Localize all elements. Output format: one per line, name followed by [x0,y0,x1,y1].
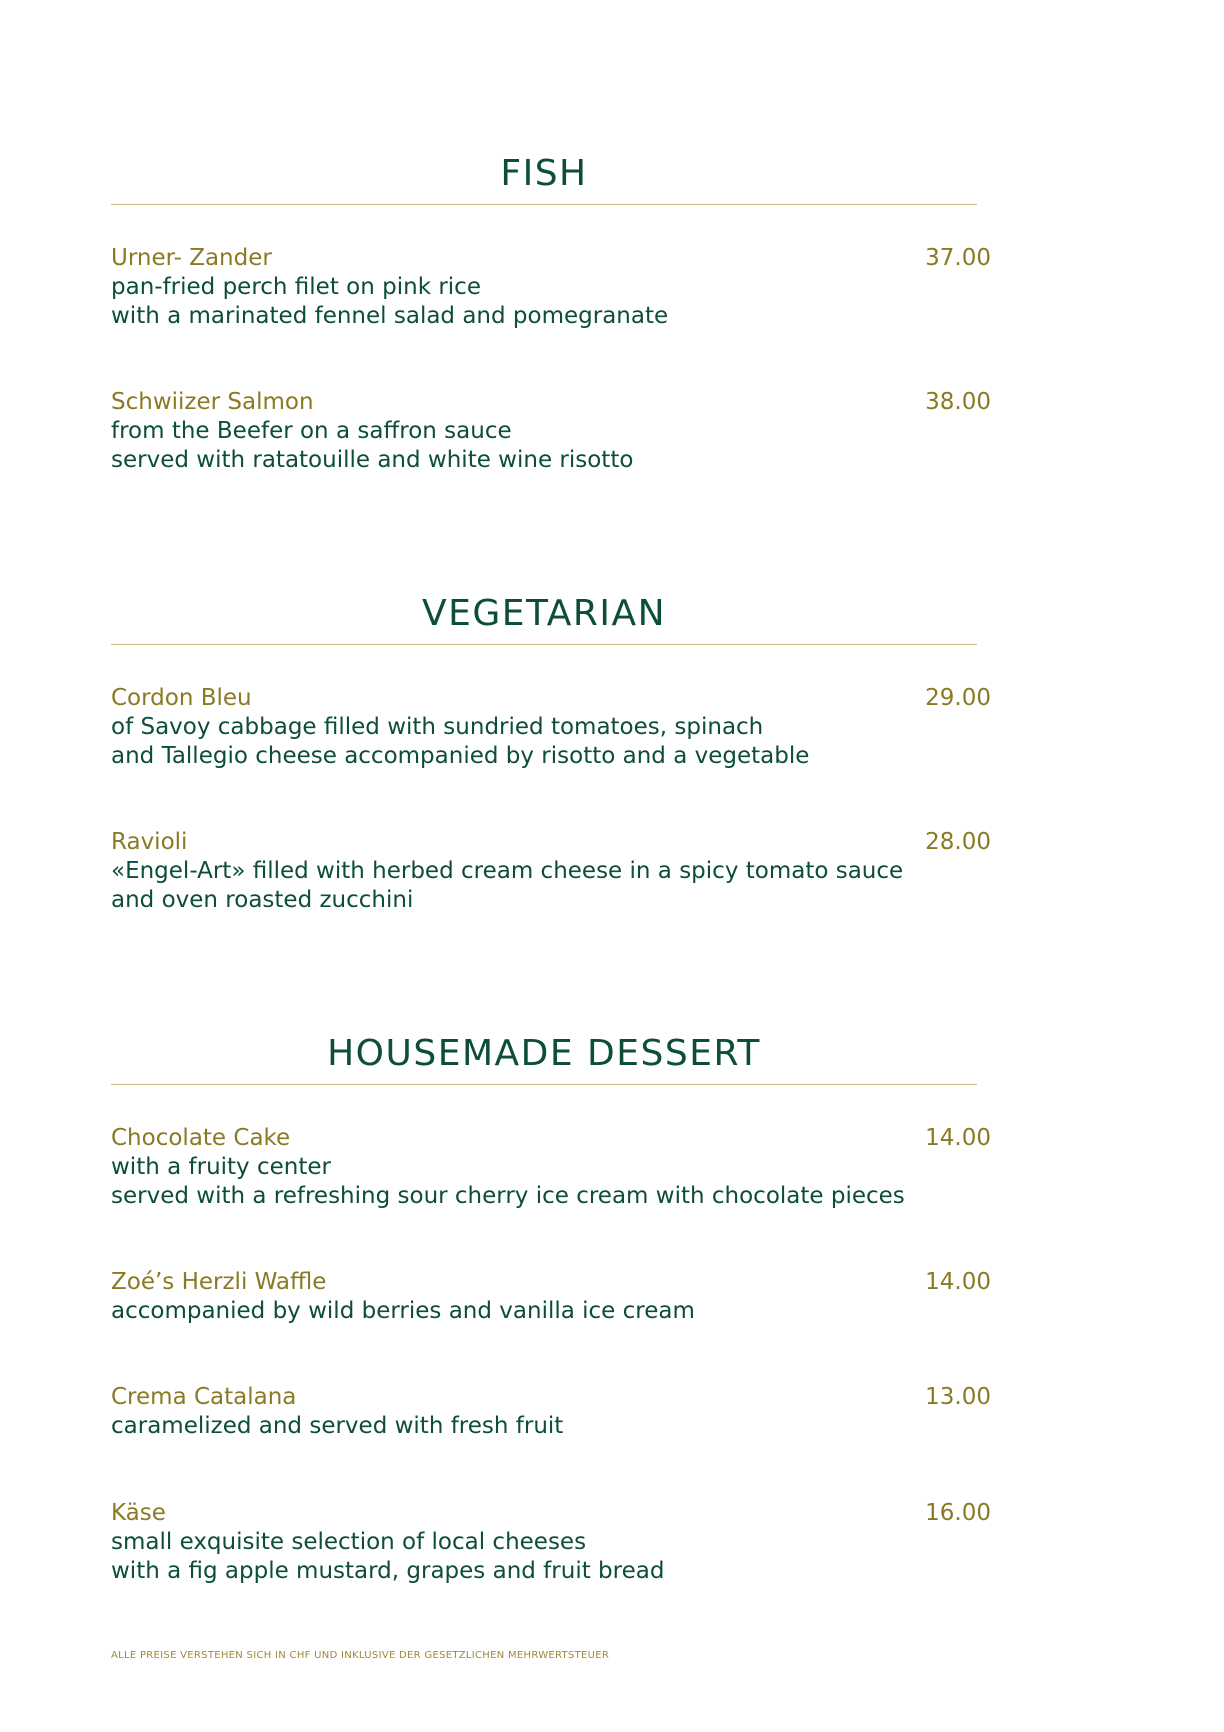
item-description-line: and Tallegio cheese accompanied by risotto and a vegetable [111,743,810,769]
item-description-line: with a fruity center [111,1154,331,1180]
item-description-line: and oven roasted zucchini [111,887,414,913]
item-price: 29.00 [925,685,991,711]
menu-item [111,1124,991,1211]
section-vegetarian [111,590,977,645]
item-name: Käse [111,1500,166,1526]
item-description-line: of Savoy cabbage filled with sundried tomatoes, spinach [111,714,764,740]
section-fish [111,150,977,205]
menu-item [111,684,991,771]
menu-item [111,1268,991,1326]
item-description-line: served with a refreshing sour cherry ice cream with chocolate pieces [111,1183,905,1209]
item-description-line: «Engel-Art» filled with herbed cream cheese in a spicy tomato sauce [111,858,904,884]
menu-item [111,828,991,915]
item-name: Schwiizer Salmon [111,389,314,415]
item-description-line: small exquisite selection of local cheeses [111,1529,587,1555]
item-price: 28.00 [925,829,991,855]
section-title: VEGETARIAN [421,593,667,634]
item-price: 38.00 [925,389,991,415]
divider [111,1084,977,1085]
divider [111,204,977,205]
divider [111,644,977,645]
item-price: 14.00 [925,1269,991,1295]
item-price: 37.00 [925,245,991,271]
item-price: 13.00 [925,1384,991,1410]
item-price: 16.00 [925,1500,991,1526]
item-name: Crema Catalana [111,1384,297,1410]
section-housemade-dessert [111,1030,977,1085]
item-description-line: from the Beefer on a saffron sauce [111,418,512,444]
item-name: Ravioli [111,829,188,855]
item-description-line: with a fig apple mustard, grapes and fruit bread [111,1558,665,1584]
item-description-line: caramelized and served with fresh fruit [111,1413,564,1439]
item-name: Zoé’s Herzli Waffle [111,1269,327,1295]
item-name: Cordon Bleu [111,685,252,711]
item-description-line: served with ratatouille and white wine risotto [111,447,634,473]
item-name: Chocolate Cake [111,1125,291,1151]
item-description-line: pan-fried perch filet on pink rice [111,274,481,300]
footer-note: ALLE PREISE VERSTEHEN SICH IN CHF UND INKLUSIVE DER GESETZLICHEN MEHRWERTSTEUER [111,1650,610,1661]
menu-item [111,388,991,475]
item-description-line: with a marinated fennel salad and pomegranate [111,303,669,329]
menu-item [111,244,991,331]
section-title: HOUSEMADE DESSERT [327,1033,761,1074]
menu-item [111,1499,991,1586]
section-title: FISH [500,153,588,194]
item-price: 14.00 [925,1125,991,1151]
item-name: Urner- Zander [111,245,272,271]
item-description-line: accompanied by wild berries and vanilla ice cream [111,1298,695,1324]
menu-item [111,1383,991,1441]
